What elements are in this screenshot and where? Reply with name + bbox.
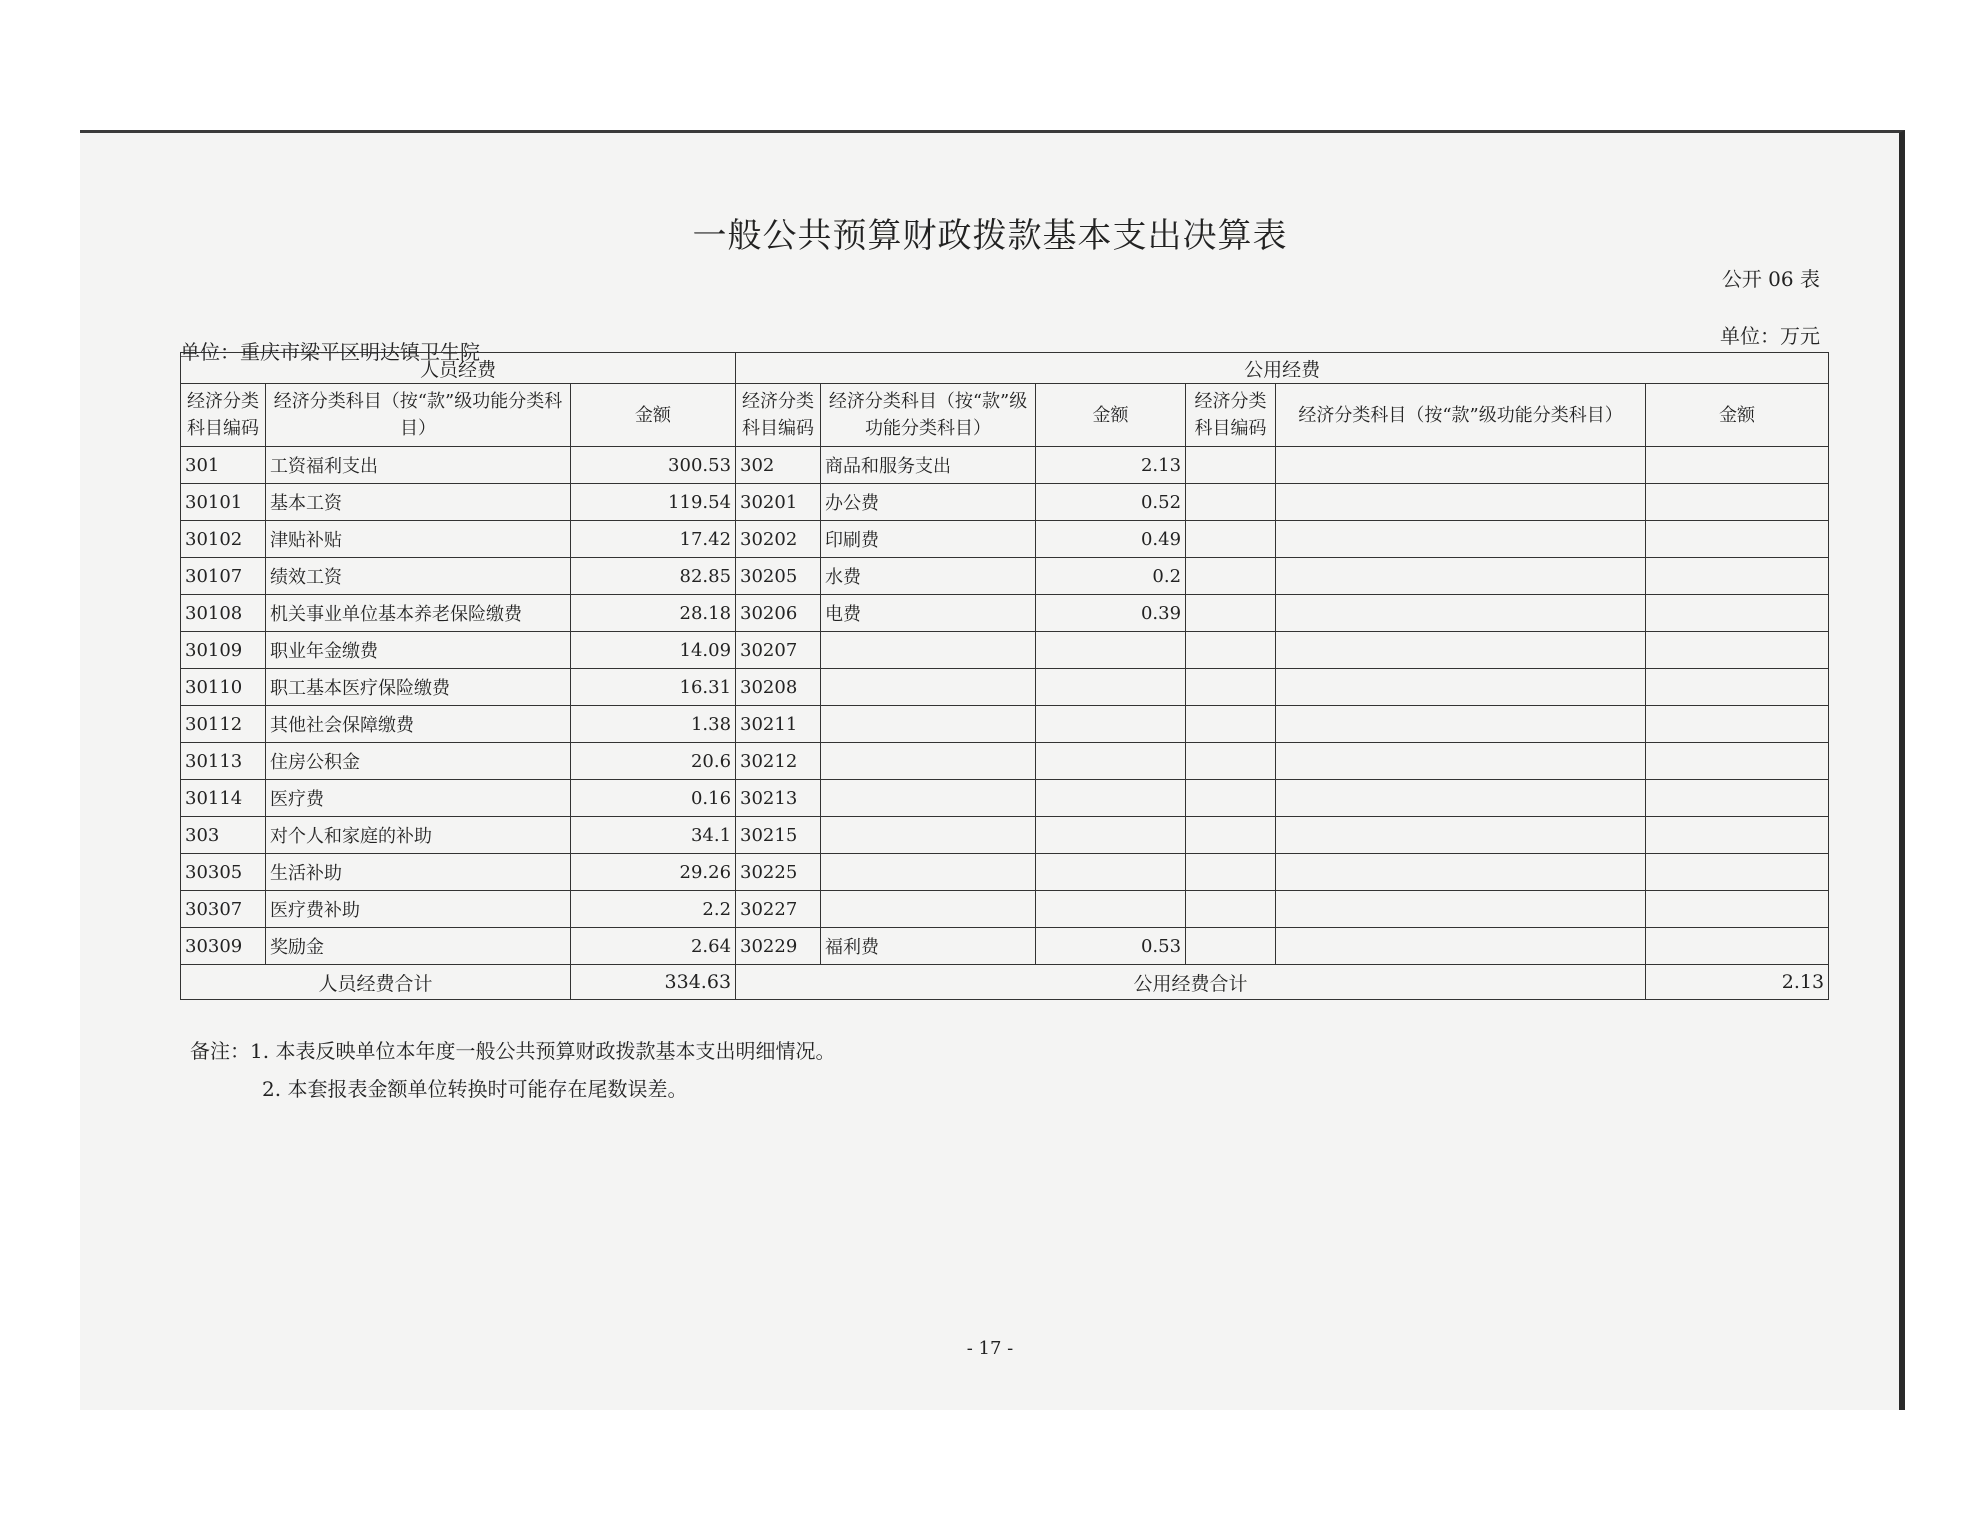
personnel-total-value: 334.63 xyxy=(571,965,736,1000)
public-amount-2 xyxy=(1646,669,1829,706)
public-code-2 xyxy=(1186,558,1276,595)
personnel-code: 30307 xyxy=(181,891,266,928)
personnel-name: 工资福利支出 xyxy=(266,447,571,484)
public-code-2 xyxy=(1186,632,1276,669)
public-name-2 xyxy=(1276,447,1646,484)
public-code: 30207 xyxy=(736,632,821,669)
column-header-row xyxy=(181,384,1829,447)
group-header-row xyxy=(181,353,1829,384)
public-code-2 xyxy=(1186,669,1276,706)
public-total-value: 2.13 xyxy=(1646,965,1829,1000)
table-row xyxy=(181,558,1829,595)
public-amount xyxy=(1036,854,1186,891)
form-number: 公开 06 表 xyxy=(1721,267,1820,291)
table-row xyxy=(181,632,1829,669)
public-name: 商品和服务支出 xyxy=(821,447,1036,484)
public-name xyxy=(821,891,1036,928)
public-code: 30212 xyxy=(736,743,821,780)
personnel-code: 30101 xyxy=(181,484,266,521)
public-amount-2 xyxy=(1646,632,1829,669)
table-row xyxy=(181,854,1829,891)
public-amount-2 xyxy=(1646,595,1829,632)
public-amount: 2.13 xyxy=(1036,447,1186,484)
public-name-2 xyxy=(1276,558,1646,595)
personnel-amount: 2.2 xyxy=(571,891,736,928)
public-amount: 0.53 xyxy=(1036,928,1186,965)
public-name xyxy=(821,780,1036,817)
personnel-name: 医疗费补助 xyxy=(266,891,571,928)
public-code: 30227 xyxy=(736,891,821,928)
personnel-code: 30107 xyxy=(181,558,266,595)
public-code-2 xyxy=(1186,521,1276,558)
header-code: 经济分类科目编码 xyxy=(1186,384,1276,447)
public-name-2 xyxy=(1276,817,1646,854)
personnel-amount: 82.85 xyxy=(571,558,736,595)
public-name-2 xyxy=(1276,595,1646,632)
public-code-2 xyxy=(1186,484,1276,521)
personnel-code: 30112 xyxy=(181,706,266,743)
header-name: 经济分类科目（按“款”级功能分类科目） xyxy=(821,384,1036,447)
public-code: 30208 xyxy=(736,669,821,706)
header-amount: 金额 xyxy=(571,384,736,447)
public-code-2 xyxy=(1186,706,1276,743)
personnel-amount: 28.18 xyxy=(571,595,736,632)
public-amount-2 xyxy=(1646,743,1829,780)
public-name: 电费 xyxy=(821,595,1036,632)
public-name xyxy=(821,743,1036,780)
header-amount: 金额 xyxy=(1646,384,1829,447)
public-code: 30213 xyxy=(736,780,821,817)
personnel-code: 30109 xyxy=(181,632,266,669)
public-code: 30205 xyxy=(736,558,821,595)
public-amount xyxy=(1036,632,1186,669)
public-total-label: 公用经费合计 xyxy=(736,965,1646,1000)
personnel-code: 303 xyxy=(181,817,266,854)
public-name-2 xyxy=(1276,743,1646,780)
public-code-2 xyxy=(1186,780,1276,817)
public-code: 30215 xyxy=(736,817,821,854)
public-code-2 xyxy=(1186,854,1276,891)
public-amount-2 xyxy=(1646,706,1829,743)
public-amount-2 xyxy=(1646,558,1829,595)
personnel-amount: 34.1 xyxy=(571,817,736,854)
public-name-2 xyxy=(1276,854,1646,891)
public-amount-2 xyxy=(1646,484,1829,521)
personnel-amount: 0.16 xyxy=(571,780,736,817)
public-amount-2 xyxy=(1646,928,1829,965)
public-name-2 xyxy=(1276,891,1646,928)
table-row xyxy=(181,891,1829,928)
table-row xyxy=(181,780,1829,817)
public-code: 30201 xyxy=(736,484,821,521)
personnel-code: 30309 xyxy=(181,928,266,965)
table-row xyxy=(181,447,1829,484)
personnel-name: 住房公积金 xyxy=(266,743,571,780)
organization-unit: 单位：重庆市梁平区明达镇卫生院 xyxy=(180,340,480,364)
personnel-amount: 14.09 xyxy=(571,632,736,669)
group-personnel: 人员经费 xyxy=(181,353,736,384)
personnel-name: 奖励金 xyxy=(266,928,571,965)
public-amount: 0.52 xyxy=(1036,484,1186,521)
table-row xyxy=(181,706,1829,743)
personnel-code: 30108 xyxy=(181,595,266,632)
money-unit: 单位：万元 xyxy=(1720,324,1820,348)
personnel-code: 30110 xyxy=(181,669,266,706)
personnel-name: 机关事业单位基本养老保险缴费 xyxy=(266,595,571,632)
public-name-2 xyxy=(1276,669,1646,706)
totals-row xyxy=(181,965,1829,1000)
note-line-1: 备注：1. 本表反映单位本年度一般公共预算财政拨款基本支出明细情况。 xyxy=(190,1039,836,1063)
public-code-2 xyxy=(1186,891,1276,928)
public-name: 福利费 xyxy=(821,928,1036,965)
public-name xyxy=(821,817,1036,854)
public-code-2 xyxy=(1186,743,1276,780)
expenditure-table xyxy=(180,352,1829,1000)
personnel-name: 其他社会保障缴费 xyxy=(266,706,571,743)
public-code-2 xyxy=(1186,928,1276,965)
personnel-amount: 1.38 xyxy=(571,706,736,743)
public-name-2 xyxy=(1276,780,1646,817)
public-amount xyxy=(1036,780,1186,817)
personnel-amount: 20.6 xyxy=(571,743,736,780)
page-number: - 17 - xyxy=(966,1338,1014,1359)
header-code: 经济分类科目编码 xyxy=(181,384,266,447)
public-code: 30229 xyxy=(736,928,821,965)
public-amount: 0.39 xyxy=(1036,595,1186,632)
public-code-2 xyxy=(1186,817,1276,854)
personnel-name: 对个人和家庭的补助 xyxy=(266,817,571,854)
public-name xyxy=(821,706,1036,743)
public-code-2 xyxy=(1186,447,1276,484)
personnel-code: 30113 xyxy=(181,743,266,780)
public-amount: 0.49 xyxy=(1036,521,1186,558)
personnel-amount: 16.31 xyxy=(571,669,736,706)
public-amount-2 xyxy=(1646,891,1829,928)
personnel-name: 基本工资 xyxy=(266,484,571,521)
personnel-code: 30102 xyxy=(181,521,266,558)
table-row xyxy=(181,669,1829,706)
header-code: 经济分类科目编码 xyxy=(736,384,821,447)
public-name-2 xyxy=(1276,484,1646,521)
public-code: 30225 xyxy=(736,854,821,891)
public-amount xyxy=(1036,669,1186,706)
public-name-2 xyxy=(1276,706,1646,743)
public-amount-2 xyxy=(1646,447,1829,484)
public-code-2 xyxy=(1186,595,1276,632)
public-amount xyxy=(1036,817,1186,854)
personnel-name: 生活补助 xyxy=(266,854,571,891)
public-name xyxy=(821,854,1036,891)
public-amount xyxy=(1036,743,1186,780)
public-amount: 0.2 xyxy=(1036,558,1186,595)
public-code: 302 xyxy=(736,447,821,484)
public-amount xyxy=(1036,706,1186,743)
personnel-amount: 17.42 xyxy=(571,521,736,558)
header-name: 经济分类科目（按“款”级功能分类科目） xyxy=(266,384,571,447)
public-amount-2 xyxy=(1646,817,1829,854)
public-name: 印刷费 xyxy=(821,521,1036,558)
personnel-name: 绩效工资 xyxy=(266,558,571,595)
table-row xyxy=(181,928,1829,965)
public-amount-2 xyxy=(1646,854,1829,891)
public-amount xyxy=(1036,891,1186,928)
public-name xyxy=(821,669,1036,706)
personnel-code: 301 xyxy=(181,447,266,484)
notes xyxy=(190,1032,835,1108)
public-name: 水费 xyxy=(821,558,1036,595)
table-row xyxy=(181,817,1829,854)
public-code: 30202 xyxy=(736,521,821,558)
table-row xyxy=(181,595,1829,632)
personnel-total-label: 人员经费合计 xyxy=(181,965,571,1000)
personnel-name: 职工基本医疗保险缴费 xyxy=(266,669,571,706)
note-line-2: 2. 本套报表金额单位转换时可能存在尾数误差。 xyxy=(262,1077,688,1101)
personnel-code: 30305 xyxy=(181,854,266,891)
public-code: 30206 xyxy=(736,595,821,632)
table-row xyxy=(181,743,1829,780)
table-row xyxy=(181,484,1829,521)
personnel-code: 30114 xyxy=(181,780,266,817)
personnel-name: 职业年金缴费 xyxy=(266,632,571,669)
public-code: 30211 xyxy=(736,706,821,743)
header-name: 经济分类科目（按“款”级功能分类科目） xyxy=(1276,384,1646,447)
personnel-amount: 300.53 xyxy=(571,447,736,484)
personnel-name: 医疗费 xyxy=(266,780,571,817)
public-name: 办公费 xyxy=(821,484,1036,521)
table-row xyxy=(181,521,1829,558)
personnel-amount: 29.26 xyxy=(571,854,736,891)
public-name-2 xyxy=(1276,521,1646,558)
public-name-2 xyxy=(1276,632,1646,669)
personnel-amount: 2.64 xyxy=(571,928,736,965)
header-amount: 金额 xyxy=(1036,384,1186,447)
page-title: 一般公共预算财政拨款基本支出决算表 xyxy=(692,216,1288,256)
public-name-2 xyxy=(1276,928,1646,965)
public-name xyxy=(821,632,1036,669)
personnel-amount: 119.54 xyxy=(571,484,736,521)
personnel-name: 津贴补贴 xyxy=(266,521,571,558)
public-amount-2 xyxy=(1646,521,1829,558)
public-amount-2 xyxy=(1646,780,1829,817)
group-public: 公用经费 xyxy=(736,353,1829,384)
